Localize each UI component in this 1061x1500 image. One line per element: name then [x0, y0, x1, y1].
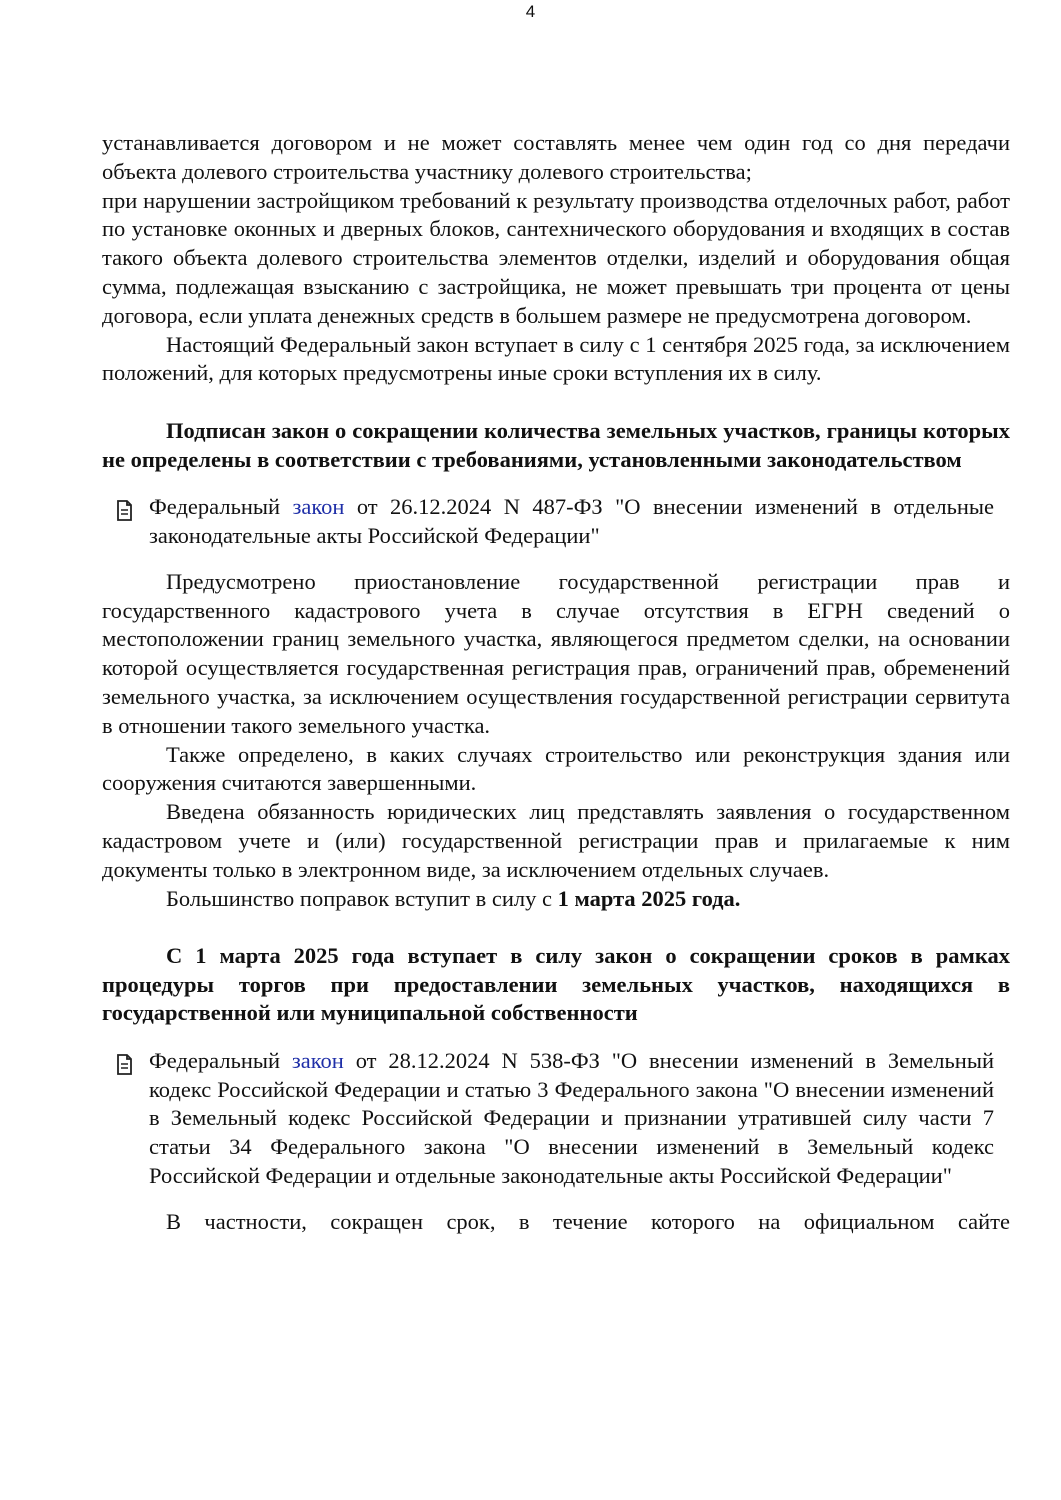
- paragraph-registration-suspension: Предусмотрено приостановление государственной регистрации прав и государственного кадастрового учета в случае отсутствия в ЕГРН сведений о местоположении границ земельного участка, являющегося предметом сделки, на основании которой осуществляется государственная регистрация прав, ограничений прав, обременений земельного участка, за исключением осуществления государственной регистрации сервитута в отношении такого земельного участка.: [102, 568, 1010, 738]
- paragraph-construction-completion: Также определено, в каких случаях строительство или реконструкция здания или сооружения считаются завершенными.: [102, 741, 1010, 796]
- amendments-date: 1 марта 2025 года.: [557, 885, 741, 911]
- law-link[interactable]: закон: [291, 1047, 344, 1073]
- paragraph-continuation: устанавливается договором и не может составлять менее чем один год со дня передачи объекта долевого строительства участнику долевого строительства;: [102, 130, 1010, 184]
- reference-text: от 28.12.2024 N 538-ФЗ "О внесении изменений в Земельный кодекс Российской Федерации и статью 3 Федерального закона "О внесении изменений в Земельный кодекс Российской Федерации и признании утратившей силу части 7 статьи 34 Федерального закона "О внесении изменений в Земельный кодекс Российской Федерации и отдельные законодательные акты Российской Федерации": [149, 1047, 994, 1189]
- document-icon[interactable]: [116, 1054, 133, 1075]
- paragraph-violation: при нарушении застройщиком требований к результату производства отделочных работ, работ по установке оконных и дверных блоков, сантехнического оборудования и входящих в состав такого объекта долевого строительства элементов отделки, изделий и оборудования общая сумма, подлежащая взысканию с застройщика, не может превышать три процента от цены договора, если уплата денежных средств в большем размере не предусмотрена договором.: [102, 187, 1010, 328]
- reference-prefix: Федеральный: [149, 1047, 292, 1073]
- section-heading-auction-terms: С 1 марта 2025 года вступает в силу закон о сокращении сроков в рамках процедуры торгов при предоставлении земельных участков, находящихся в государственной или муниципальной собственности: [102, 943, 1010, 1026]
- reference-prefix: Федеральный: [149, 494, 293, 520]
- paragraph-electronic-filing: Введена обязанность юридических лиц представлять заявления о государственном кадастровом учете и (или) государственной регистрации прав и прилагаемые к ним документы только в электронном виде, за исключением отдельных случаев.: [102, 799, 1010, 882]
- section-heading-land-plots: Подписан закон о сокращении количества земельных участков, границы которых не определены в соответствии с требованиями, установленными законодательством: [102, 418, 1010, 472]
- paragraph-reduced-term: В частности, сокращен срок, в течение которого на официальном сайте: [166, 1208, 1010, 1234]
- reference-text: от 26.12.2024 N 487-ФЗ "О внесении изменений в отдельные законодательные акты Российской Федерации": [149, 494, 994, 548]
- document-body: [102, 129, 1010, 1237]
- paragraph-effective-date: Настоящий Федеральный закон вступает в силу с 1 сентября 2025 года, за исключением положений, для которых предусмотрены иные сроки вступления их в силу.: [102, 331, 1010, 386]
- law-link[interactable]: закон: [292, 494, 345, 520]
- paragraph-amendments-date: [102, 885, 1010, 914]
- page-number: 4: [525, 2, 536, 21]
- law-reference-487: [149, 493, 994, 551]
- law-reference-538: [149, 1047, 994, 1191]
- document-icon[interactable]: [116, 500, 133, 521]
- amendments-text: Большинство поправок вступит в силу с: [166, 885, 558, 911]
